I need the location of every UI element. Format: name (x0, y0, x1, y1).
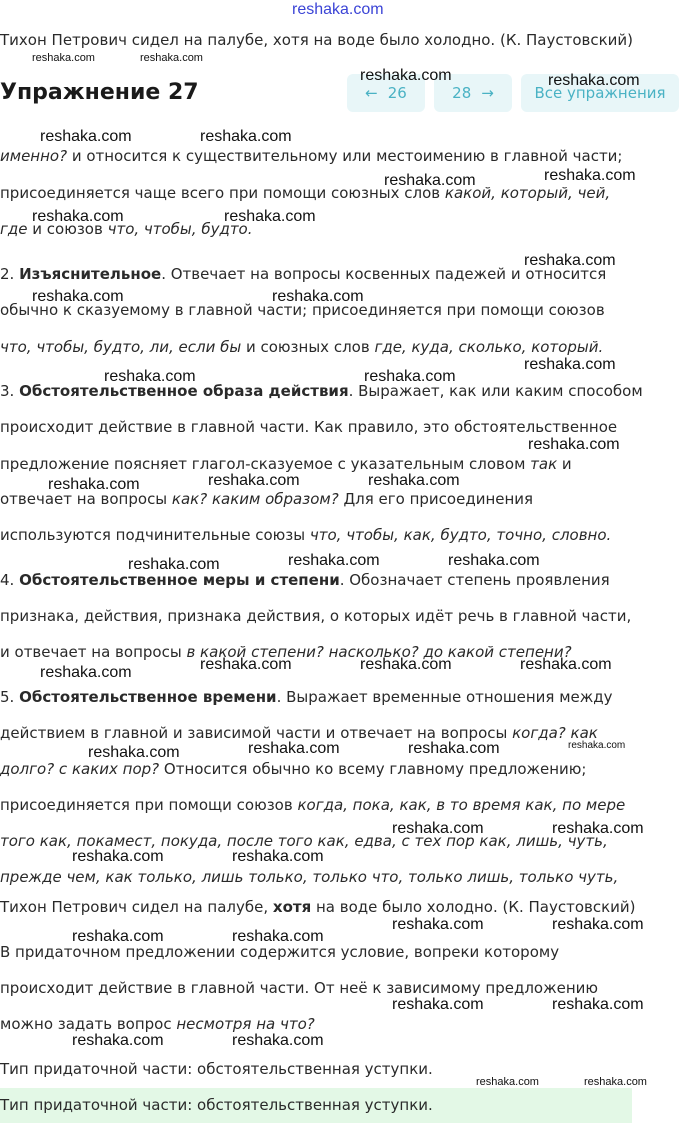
watermark: reshaka.com (360, 656, 452, 673)
watermark: reshaka.com (524, 252, 616, 269)
watermark: reshaka.com (288, 552, 380, 569)
watermark: reshaka.com (524, 356, 616, 373)
para1-line2: присоединяется чаще всего при помощи союзных слов какой, который, чей, (0, 184, 611, 202)
watermark: reshaka.com (384, 172, 476, 189)
watermark: reshaka.com (392, 820, 484, 837)
p3-line1: 3. Обстоятельственное образа действия. Выражает, как или каким способом (0, 382, 643, 400)
watermark: reshaka.com (548, 72, 640, 89)
all-exercises-label: Все упражнения (534, 84, 666, 102)
answer-explanation-line3: можно задать вопрос несмотря на что? (0, 1015, 315, 1033)
watermark: reshaka.com (232, 1032, 324, 1049)
p3-line4: отвечает на вопросы как? каким образом? Для его присоединения (0, 490, 534, 508)
watermark: reshaka.com (368, 472, 460, 489)
watermark: reshaka.com (88, 744, 180, 761)
answer-type: Тип придаточной части: обстоятельственная уступки. (0, 1060, 433, 1078)
watermark: reshaka.com (360, 67, 452, 84)
watermark: reshaka.com (72, 928, 164, 945)
watermark: reshaka.com (476, 1076, 539, 1088)
watermark: reshaka.com (200, 656, 292, 673)
p3-line3: предложение поясняет глагол-сказуемое с указательным словом так и (0, 455, 572, 473)
para1-line1: именно? и относится к существительному или местоимению в главной части; (0, 147, 623, 165)
watermark: reshaka.com (32, 208, 124, 225)
watermark: reshaka.com (552, 996, 644, 1013)
site-link[interactable]: reshaka.com (292, 1, 384, 18)
next-exercise-label: 28 (452, 84, 472, 102)
exercise-title: Упражнение 27 (0, 80, 199, 105)
p5-line3: долго? с каких пор? Относится обычно ко всему главному предложению; (0, 760, 587, 778)
para1-line3: где и союзов что, чтобы, будто. (0, 220, 253, 238)
watermark: reshaka.com (568, 740, 626, 751)
p3-line5: используются подчинительные союзы что, чтобы, как, будто, точно, словно. (0, 526, 612, 544)
watermark: reshaka.com (448, 552, 540, 569)
watermark: reshaka.com (584, 1076, 647, 1088)
watermark: reshaka.com (140, 52, 203, 64)
watermark: reshaka.com (552, 820, 644, 837)
watermark: reshaka.com (72, 848, 164, 865)
watermark: reshaka.com (128, 556, 220, 573)
answer-explanation-line1: В придаточном предложении содержится условие, вопреки которому (0, 943, 560, 961)
watermark: reshaka.com (40, 664, 132, 681)
p5-line6: прежде чем, как только, лишь только, только что, только лишь, только чуть, (0, 868, 619, 886)
answer-sentence: Тихон Петрович сидел на палубе, хотя на воде было холодно. (К. Паустовский) (0, 898, 636, 916)
watermark: reshaka.com (48, 476, 140, 493)
watermark: reshaka.com (364, 368, 456, 385)
watermark: reshaka.com (32, 52, 95, 64)
header-sentence: Тихон Петрович сидел на палубе, хотя на воде было холодно. (К. Паустовский) (0, 31, 634, 49)
p2-line3: что, чтобы, будто, ли, если бы и союзных слов где, куда, сколько, который. (0, 338, 604, 356)
watermark: reshaka.com (224, 208, 316, 225)
watermark: reshaka.com (72, 1032, 164, 1049)
watermark: reshaka.com (392, 996, 484, 1013)
watermark: reshaka.com (520, 656, 612, 673)
watermark: reshaka.com (272, 288, 364, 305)
arrow-left-icon: ← (365, 84, 378, 102)
p5-line4: присоединяется при помощи союзов когда, пока, как, в то время как, по мере (0, 796, 626, 814)
p5-line2: действием в главной и зависимой части и отвечает на вопросы когда? как (0, 724, 598, 742)
watermark: reshaka.com (200, 128, 292, 145)
watermark: reshaka.com (408, 740, 500, 757)
watermark: reshaka.com (232, 928, 324, 945)
p3-line2: происходит действие в главной части. Как правило, это обстоятельственное (0, 418, 618, 436)
watermark: reshaka.com (544, 167, 636, 184)
p4-line1: 4. Обстоятельственное меры и степени. Обозначает степень проявления (0, 571, 610, 589)
prev-exercise-label: 26 (387, 84, 407, 102)
arrow-right-icon: → (481, 84, 494, 102)
p5-line5: того как, покамест, покуда, после того как, едва, с тех пор как, лишь, чуть, (0, 832, 608, 850)
watermark: reshaka.com (32, 288, 124, 305)
watermark: reshaka.com (552, 916, 644, 933)
answer-explanation-line2: происходит действие в главной части. От неё к зависимому предложению (0, 979, 599, 997)
watermark: reshaka.com (528, 436, 620, 453)
p2-line1: 2. Изъяснительное. Отвечает на вопросы косвенных падежей и относится (0, 265, 607, 283)
watermark: reshaka.com (208, 472, 300, 489)
watermark: reshaka.com (232, 848, 324, 865)
p5-line1: 5. Обстоятельственное времени. Выражает временные отношения между (0, 688, 613, 706)
watermark: reshaka.com (392, 916, 484, 933)
answer-type-highlighted: Тип придаточной части: обстоятельственная уступки. (0, 1096, 433, 1114)
p4-line2: признака, действия, признака действия, о которых идёт речь в главной части, (0, 607, 632, 625)
p4-line3: и отвечает на вопросы в какой степени? насколько? до какой степени? (0, 643, 572, 661)
watermark: reshaka.com (104, 368, 196, 385)
p2-line2: обычно к сказуемому в главной части; присоединяется при помощи союзов (0, 301, 605, 319)
watermark: reshaka.com (248, 740, 340, 757)
watermark: reshaka.com (40, 128, 132, 145)
